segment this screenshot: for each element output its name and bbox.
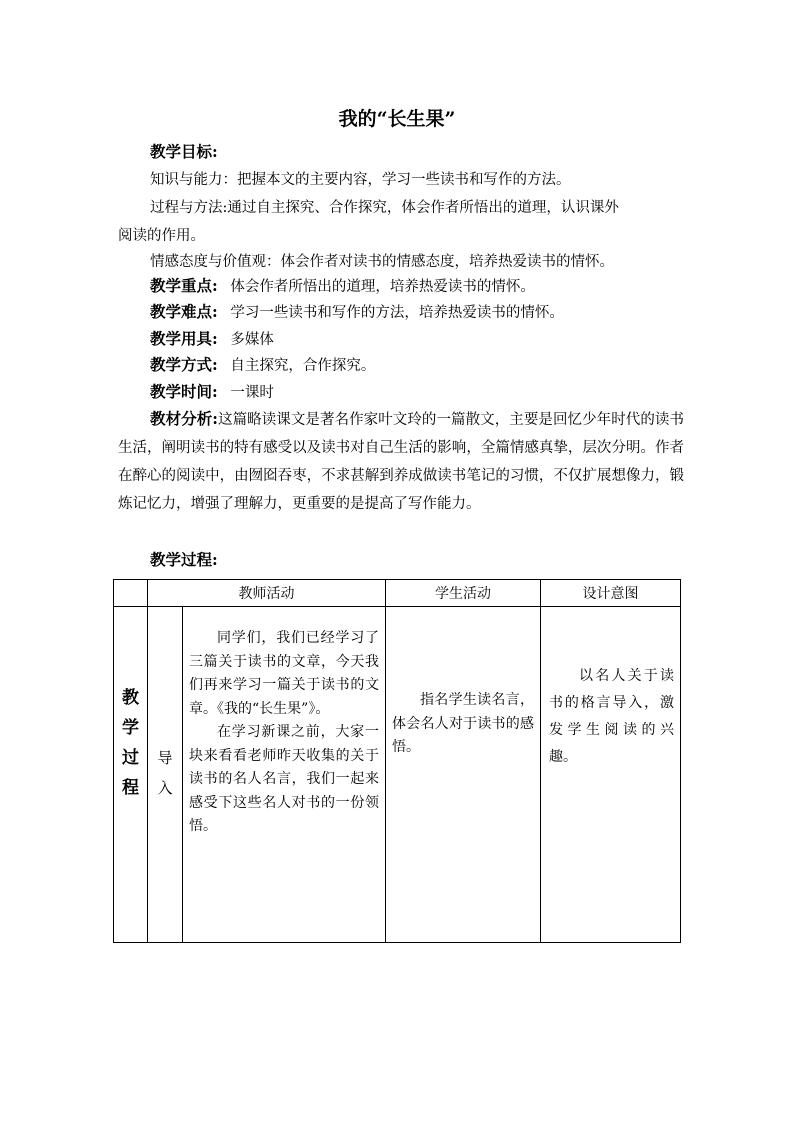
design-intent-text: 以名人关于读书的格言导入，激发学生阅读的兴趣。	[549, 668, 674, 765]
process-heading: 教学过程:	[150, 550, 218, 569]
stage-main-text	[114, 607, 147, 803]
key-point-value: 体会作者所悟出的道理，培养热爱读书的情怀。	[230, 279, 535, 295]
process-heading-row	[118, 546, 716, 575]
difficulty-value: 学习一些读书和写作的方法，培养热爱读书的情怀。	[230, 305, 564, 321]
stage-sub-text	[148, 607, 182, 803]
stage-sub-char: 入	[157, 779, 173, 797]
method-value: 自主探究，合作探究。	[230, 358, 376, 374]
time-label: 教学时间:	[150, 382, 218, 401]
table-header-row	[114, 580, 681, 607]
objective-process-line1: 过程与方法:通过自主探究、合作探究，体会作者所悟出的道理，认识课外	[150, 200, 619, 216]
process-table	[113, 579, 681, 943]
stage-sub-char: 导	[157, 749, 173, 767]
header-teacher: 教师活动	[148, 580, 386, 607]
key-point-label: 教学重点:	[150, 276, 218, 295]
teacher-activity-cell	[183, 607, 386, 943]
stage-main-cell	[114, 607, 148, 943]
table-row	[114, 607, 681, 943]
header-blank-cell	[114, 580, 148, 607]
design-intent-cell	[541, 607, 681, 943]
objective-knowledge: 知识与能力：把握本文的主要内容，学习一些读书和写作的方法。	[150, 172, 571, 188]
difficulty-row	[118, 298, 716, 327]
objectives-heading	[118, 138, 716, 167]
difficulty-label: 教学难点:	[150, 302, 218, 321]
stage-main-char: 学	[122, 718, 139, 738]
student-activity-cell	[386, 607, 541, 943]
objective-process-line2: 阅读的作用。	[118, 228, 205, 244]
stage-main-char: 教	[122, 688, 139, 708]
stage-main-char: 程	[122, 778, 139, 798]
teacher-activity-content	[183, 607, 385, 839]
objectives-heading-label: 教学目标:	[150, 142, 218, 161]
teacher-paragraph-1: 同学们，我们已经学习了三篇关于读书的文章，今天我们再来学习一篇关于读书的文章。《我的“长生果”》。	[189, 630, 379, 717]
time-value: 一课时	[230, 385, 274, 401]
stage-sub-cell	[148, 607, 183, 943]
method-label: 教学方式:	[150, 355, 218, 374]
analysis-paragraph	[118, 405, 684, 518]
analysis-text: 这篇略读课文是著名作家叶文玲的一篇散文，主要是回忆少年时代的读书生活，阐明读书的特有感受以及读书对自己生活的影响，全篇情感真挚，层次分明。作者在醉心的阅读中，由囫囵吞枣，不求甚解到养成做读书笔记的习惯，不仅扩展想像力，锻炼记忆力，增强了理解力，更重要的是提高了写作能力。	[118, 412, 684, 512]
tools-value: 多媒体	[230, 332, 274, 348]
stage-main-char: 过	[122, 748, 139, 768]
student-activity-text: 指名学生读名言，体会名人对于读书的感悟。	[392, 692, 534, 755]
analysis-label: 教材分析:	[150, 409, 218, 428]
header-design: 设计意图	[541, 580, 681, 607]
page-title: 我的“长生果”	[338, 108, 456, 130]
method-row	[118, 351, 716, 380]
time-row	[118, 378, 716, 407]
tools-row	[118, 325, 716, 354]
key-point-row	[118, 272, 716, 301]
tools-label: 教学用具:	[150, 329, 218, 348]
teacher-paragraph-2: 在学习新课之前，大家一块来看看老师昨天收集的关于读书的名人名言，我们一起来感受下这些名人对书的一份领悟。	[189, 724, 379, 834]
header-student: 学生活动	[386, 580, 541, 607]
objective-emotion: 情感态度与价值观：体会作者对读书的情感态度，培养热爱读书的情怀。	[150, 254, 614, 270]
